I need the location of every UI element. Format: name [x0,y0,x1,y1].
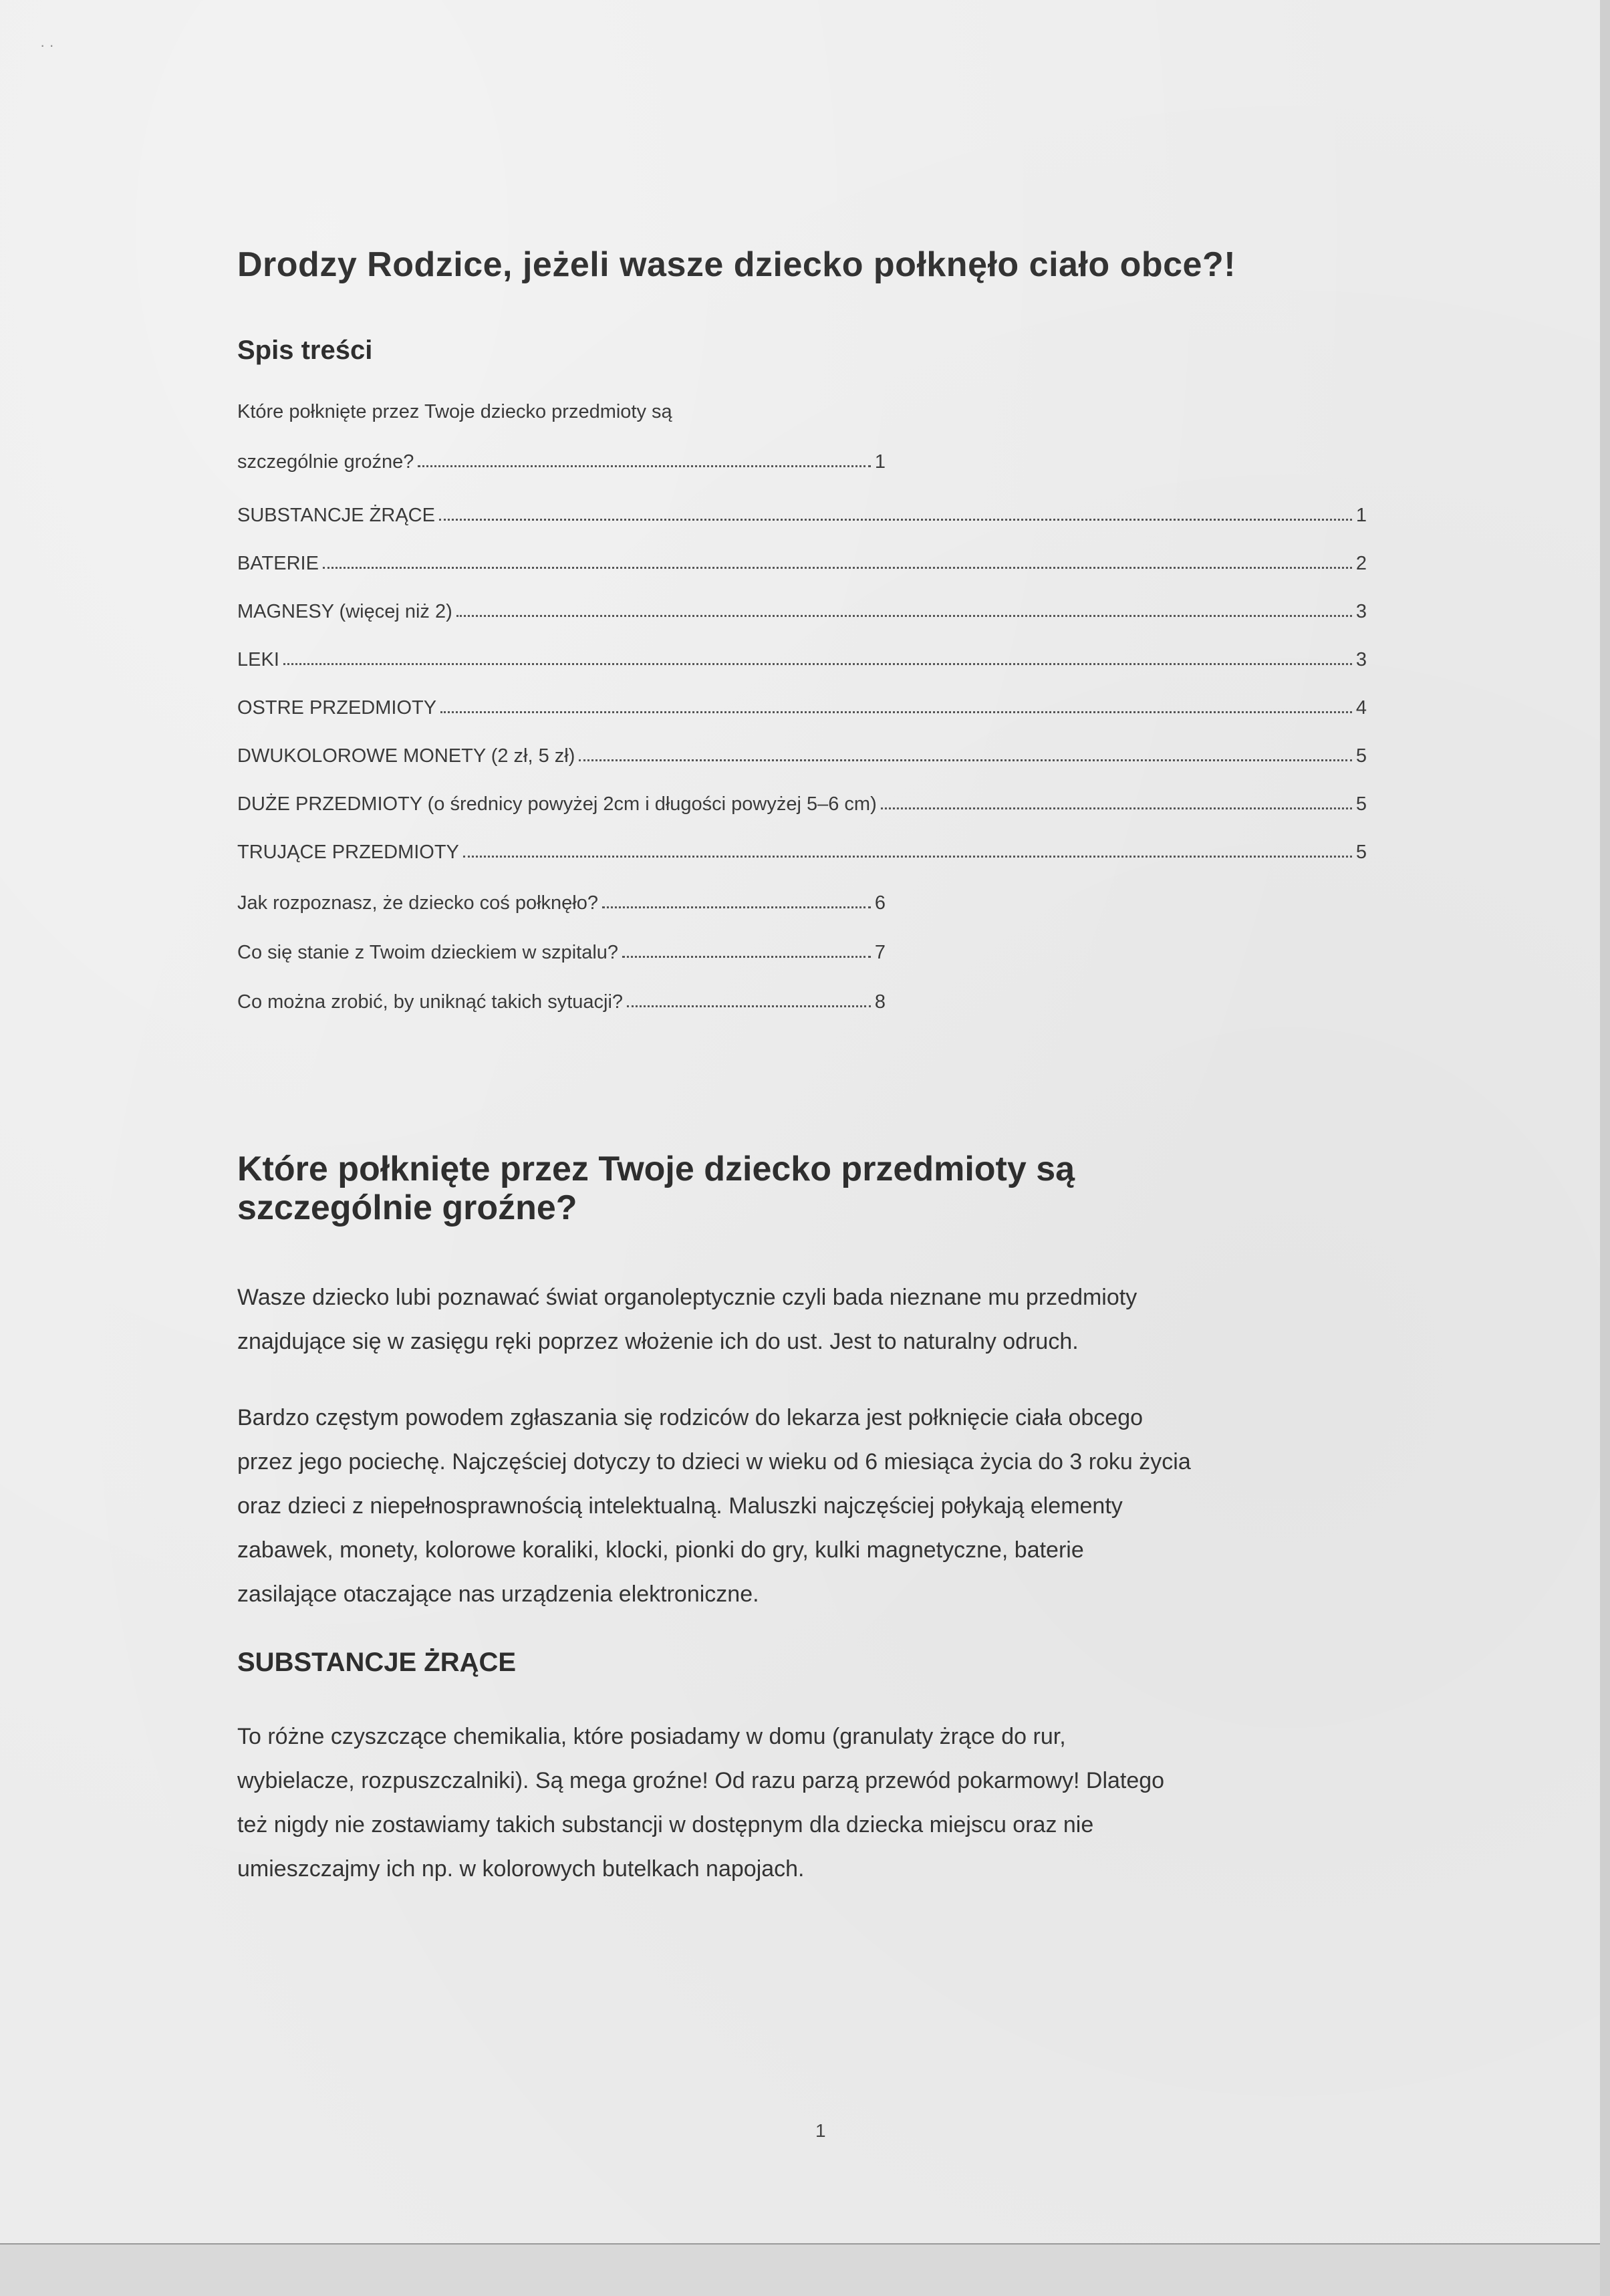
toc-entry-label: LEKI [237,649,279,670]
scan-right-edge [1600,0,1610,2296]
toc-heading: Spis treści [237,336,373,365]
text-line: wybielacze, rozpuszczalniki). Są mega groźne! Od razu parzą przewód pokarmowy! Dlatego [237,1768,1165,1793]
toc-entry[interactable] [237,930,886,964]
toc-entry-page: 5 [1355,793,1367,815]
toc-entry-label: DWUKOLOROWE MONETY (2 zł, 5 zł) [237,745,575,767]
toc-entry-label: MAGNESY (więcej niż 2) [237,601,452,622]
toc-leader [283,663,1352,665]
text-line: umieszczajmy ich np. w kolorowych butelkach napojach. [237,1856,805,1882]
toc-entry-label: SUBSTANCJE ŻRĄCE [237,505,435,526]
toc-entry[interactable] [237,734,1367,767]
paragraph-frequency [237,1396,1414,1616]
toc-entry-page: 3 [1355,649,1367,670]
toc-entry-label: Jak rozpoznasz, że dziecko coś połknęło? [237,892,599,914]
toc-entry-page: 7 [874,942,886,963]
toc-entry-page: 8 [874,991,886,1013]
toc-entry-label: Co można zrobić, by uniknąć takich sytuacji? [237,991,624,1013]
toc-entry-page: 3 [1355,601,1367,622]
text-line: To różne czyszczące chemikalia, które posiadamy w domu (granulaty żrące do rur, [237,1724,1066,1749]
toc-leader [627,1005,871,1007]
toc-entry-label: Co się stanie z Twoim dzieckiem w szpitalu? [237,942,619,963]
toc-leader [602,906,871,908]
text-line: znajdujące się w zasięgu ręki poprzez włożenie ich do ust. Jest to naturalny odruch. [237,1329,1079,1354]
scan-bottom-margin [0,2245,1610,2296]
toc-entry[interactable] [237,638,1367,671]
document-title: Drodzy Rodzice, jeżeli wasze dziecko połknęło ciało obce?! [237,245,1236,284]
toc-entry-page: 1 [1355,505,1367,526]
section-title-line: szczególnie groźne? [237,1188,577,1227]
toc-entry-page: 2 [1355,553,1367,574]
toc-leader [622,956,871,958]
toc-entry[interactable] [237,830,1367,864]
paragraph-intro [237,1275,1414,1364]
toc-entry[interactable] [237,440,886,473]
toc-entry-page: 5 [1355,842,1367,863]
toc-leader [881,807,1352,809]
toc-entry[interactable] [237,881,886,914]
text-line: oraz dzieci z niepełnosprawnością intelektualną. Maluszki najczęściej połykają elementy [237,1493,1123,1519]
page-number: 1 [815,2120,826,2141]
text-line: przez jego pociechę. Najczęściej dotyczy to dzieci w wieku od 6 miesiąca życia do 3 roku życia [237,1449,1191,1475]
toc-entry[interactable] [237,541,1367,575]
toc-entry[interactable] [237,686,1367,719]
toc-entry-first-line: Które połknięte przez Twoje dziecko przedmioty są [237,401,672,422]
section-title-line: Które połknięte przez Twoje dziecko przedmioty są [237,1150,1075,1188]
text-line: Bardzo częstym powodem zgłaszania się rodziców do lekarza jest połknięcie ciała obcego [237,1405,1144,1430]
text-line: Wasze dziecko lubi poznawać świat organoleptycznie czyli bada nieznane mu przedmioty [237,1285,1137,1310]
paragraph-caustic [237,1714,1414,1891]
scan-artifact: · · [40,37,54,53]
toc-leader [418,465,870,467]
subsection-title: SUBSTANCJE ŻRĄCE [237,1648,517,1677]
toc-leader [440,711,1352,713]
toc-entry[interactable] [237,980,886,1013]
toc-entry-label: BATERIE [237,553,319,574]
toc-entry[interactable] [237,493,1367,527]
toc-entry-page: 4 [1355,697,1367,719]
text-line: zabawek, monety, kolorowe koraliki, klocki, pionki do gry, kulki magnetyczne, baterie [237,1537,1084,1563]
text-line: też nigdy nie zostawiamy takich substancji w dostępnym dla dziecka miejscu oraz nie [237,1812,1094,1837]
text-line: zasilające otaczające nas urządzenia elektroniczne. [237,1581,759,1607]
toc-entry-label: OSTRE PRZEDMIOTY [237,697,437,719]
toc-leader [323,567,1352,569]
toc-entry-label: TRUJĄCE PRZEDMIOTY [237,842,459,863]
toc-entry-label: DUŻE PRZEDMIOTY (o średnicy powyżej 2cm i długości powyżej 5–6 cm) [237,793,877,815]
toc-entry-page: 1 [874,451,886,473]
toc-entry-page: 6 [874,892,886,914]
toc-leader [439,519,1352,521]
section-title [237,1150,1373,1227]
toc-leader [456,615,1352,617]
toc-leader [579,759,1351,761]
toc-entry[interactable] [237,782,1367,815]
toc-leader [463,856,1352,858]
toc-entry-page: 5 [1355,745,1367,767]
toc-entry-label: szczególnie groźne? [237,451,414,473]
toc-entry[interactable] [237,590,1367,623]
